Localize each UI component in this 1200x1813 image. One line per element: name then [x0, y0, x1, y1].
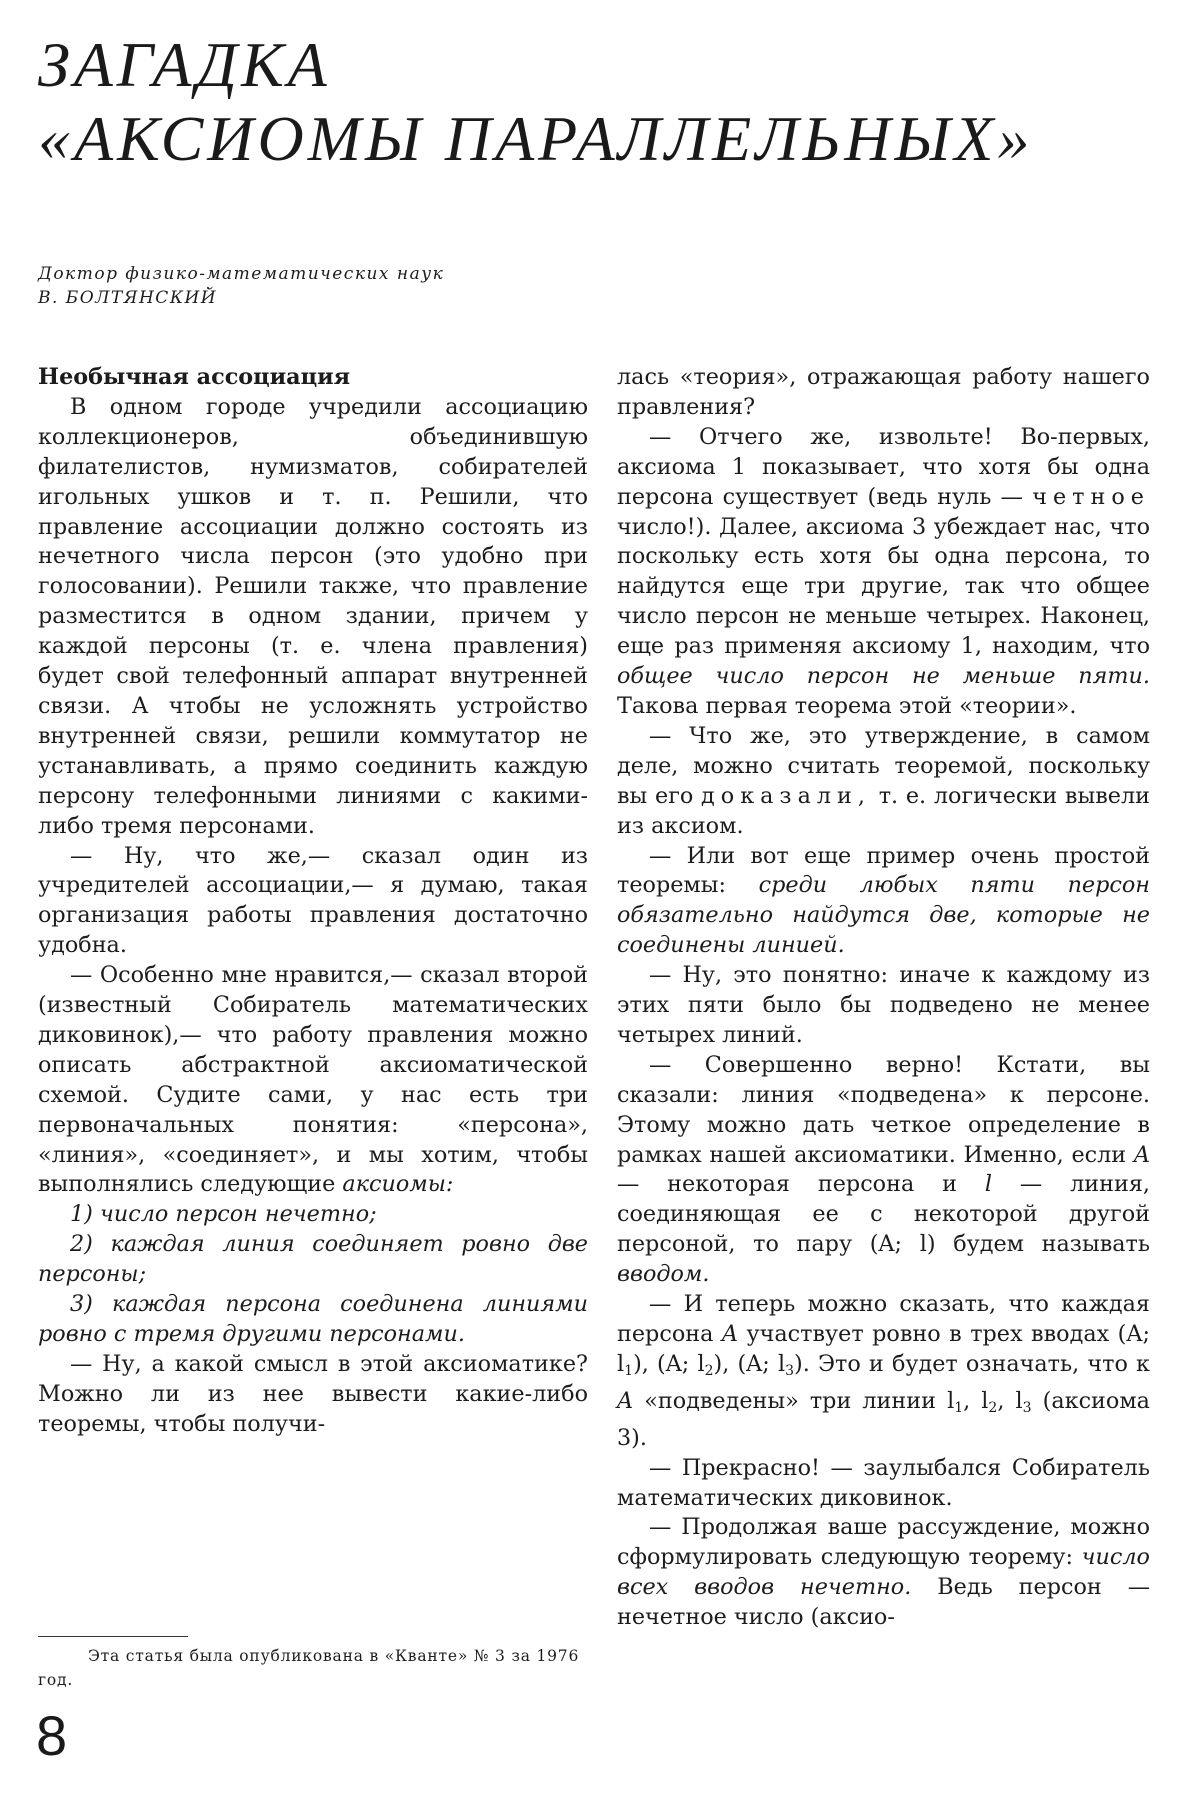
title-line-1: ЗАГАДКА — [38, 29, 331, 100]
paragraph: — Прекрасно! — заулыбался Собиратель математических диковинок. — [617, 1454, 1150, 1511]
footnote — [38, 1620, 588, 1692]
subscript: 3 — [785, 1362, 794, 1379]
emphasis-text: аксиомы: — [342, 1171, 454, 1198]
paragraph-text: — Продолжая ваше рассуждение, можно сформулировать следующую теорему: — [617, 1514, 1150, 1571]
paragraph — [617, 842, 1150, 962]
section-heading: Необычная ассоциация — [38, 364, 351, 390]
pair-notation: (A; l) — [869, 1231, 936, 1258]
paragraph-text: — некоторая персона и — [617, 1171, 957, 1198]
emphasis-text: общее число персон не меньше пяти. — [617, 663, 1150, 690]
paragraph-text: ), (A; l — [713, 1350, 786, 1377]
paragraph-text: — Совершенно верно! Кстати, вы сказали: линия «подведена» к персоне. Этому можно дать четкое определение в рамках нашей аксиоматики. Именно, если — [617, 1051, 1150, 1168]
paragraph-text: Такова первая теорема этой «теории». — [617, 692, 1077, 719]
paragraph-text: будем называть — [953, 1231, 1151, 1258]
paragraph-text: Ведь персон — нечетное число (аксио- — [617, 1574, 1150, 1631]
title-line-2: «АКСИОМЫ ПАРАЛЛЕЛЬНЫХ» — [38, 103, 1034, 174]
variable-a: A — [617, 1387, 634, 1414]
paragraph-text: т. е. логически вывели из аксиом. — [617, 782, 1150, 839]
axiom-3: 3) каждая персона соединена линиями ровно с тремя другими персонами. — [38, 1291, 588, 1347]
emphasis-text: вводом. — [617, 1261, 710, 1288]
paragraph: — Ну, это понятно: иначе к каждому из этих пяти было бы подведено не менее четырех линий. — [617, 962, 1150, 1048]
left-column — [38, 363, 588, 1440]
paragraph-text: — Что же, это утверждение, в самом деле, можно считать теоремой, поскольку вы его — [617, 722, 1150, 809]
paragraph-text: — Отчего же, извольте! Во-первых, аксиома 1 показывает, что хотя бы одна персона существует (ведь нуль — — [617, 423, 1150, 510]
paragraph — [38, 961, 588, 1200]
emphasis-text: число всех вводов нечетно. — [617, 1544, 1150, 1601]
author-name: В. БОЛТЯНСКИЙ — [38, 288, 218, 308]
paragraph: лась «теория», отражающая работу нашего правления? — [617, 364, 1150, 420]
paragraph-text: число!). Далее, аксиома 3 убеждает нас, что поскольку есть хотя бы одна персона, то найдутся еще три другие, так что общее число персон не меньше четырех. Наконец, еще раз применяя аксиому 1, находим, что — [617, 513, 1150, 660]
paragraph-text: ), (A; l — [633, 1350, 705, 1377]
footnote-text: Эта статья была опубликована в «Кванте» № 3 за 1976 год. — [38, 1647, 580, 1689]
spaced-text: доказали, — [701, 782, 871, 809]
axiom-2: 2) каждая линия соединяет ровно две персоны; — [38, 1231, 588, 1288]
subscript: 2 — [988, 1399, 998, 1416]
paragraph — [617, 1513, 1150, 1633]
paragraph-text: — Или вот еще пример очень простой теоремы: — [617, 842, 1150, 899]
paragraph-text: — И теперь можно сказать, что каждая персона — [617, 1291, 1150, 1347]
paragraph-text: — Особенно мне нравится,— сказал второй (известный Собиратель математических диковинок),— что работу правления можно описать абстрактной аксиоматической схемой. Судите сами, у нас есть три первоначальных понятия: «персона», «линия», «соединяет», и мы хотим, чтобы выполнялись следующие — [38, 962, 588, 1198]
paragraph-text: участвует ровно в трех вводах (A; l — [617, 1321, 1150, 1377]
right-column — [617, 363, 1150, 1633]
axiom-1: 1) число персон нечетно; — [70, 1201, 377, 1228]
author-degree: Доктор физико-математических наук — [38, 264, 445, 284]
subscript: 3 — [1022, 1399, 1032, 1416]
subscript: 2 — [704, 1362, 714, 1379]
paragraph-text: «подведены» три линии l — [644, 1387, 955, 1414]
emphasis-text: среди любых пяти персон обязательно найдутся две, которые не соединены линией. — [617, 872, 1150, 959]
paragraph — [617, 722, 1150, 842]
variable-l: l — [984, 1171, 993, 1198]
paragraph-text: (аксиома 3). — [617, 1387, 1150, 1451]
paragraph — [617, 423, 1150, 722]
spaced-text: четное — [1032, 483, 1150, 510]
variable-a: A — [721, 1321, 738, 1347]
subscript: 1 — [624, 1362, 634, 1379]
paragraph-text: ). Это и будет означать, что к — [794, 1350, 1150, 1377]
paragraph — [617, 1290, 1150, 1454]
paragraph: В одном городе учредили ассоциацию коллекционеров, объединившую филателистов, нумизматов, собирателей игольных ушков и т. п. Решили, что правление ассоциации должно состоять из нечетного числа персон (это удобно при голосовании). Решили также, что правление разместится в одном здании, причем у каждой персоны (т. е. члена правления) будет свой телефонный аппарат внутренней связи. А чтобы не усложнять устройство внутренней связи, решили коммутатор не устанавливать, а прямо соединить каждую персону телефонными линиями с какими-либо тремя персонами. — [38, 393, 588, 839]
page-number: 8 — [36, 1704, 68, 1767]
paragraph-text: — линия, соединяющая ее с некоторой другой персоной, то пару — [617, 1171, 1150, 1258]
variable-a: A — [1133, 1141, 1150, 1168]
subscript: 1 — [954, 1399, 964, 1416]
paragraph: — Ну, что же,— сказал один из учредителей ассоциации,— я думаю, такая организация работы правления достаточно удобна. — [38, 842, 588, 959]
author-byline — [38, 262, 444, 310]
paragraph-text: , l — [963, 1387, 989, 1414]
article-title — [38, 28, 1178, 176]
paragraph-text: , l — [997, 1387, 1023, 1414]
paragraph: — Ну, а какой смысл в этой аксиоматике? Можно ли из нее вывести какие-либо теоремы, чтобы получи- — [38, 1350, 588, 1437]
paragraph — [617, 1051, 1150, 1290]
